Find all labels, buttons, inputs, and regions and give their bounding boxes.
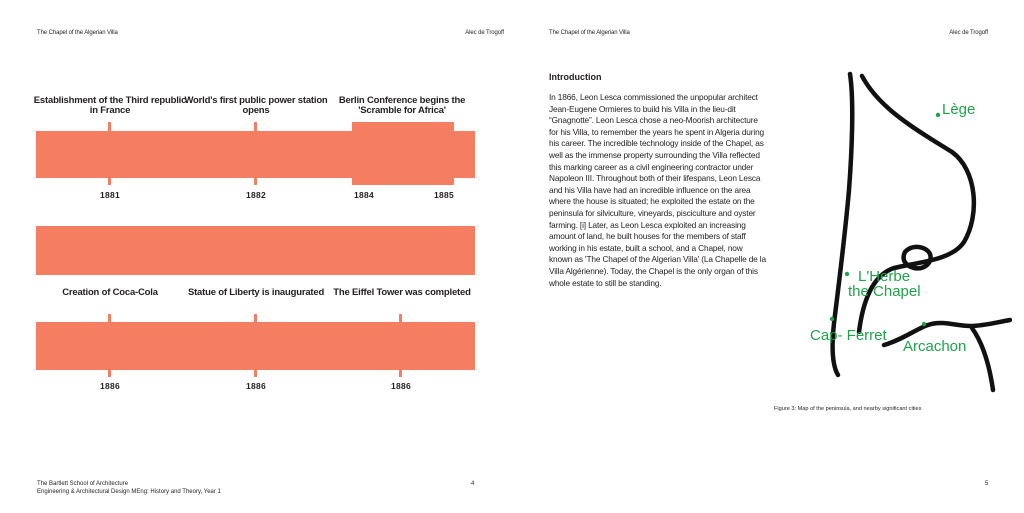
figure-caption: Figure 3: Map of the peninsula, and nearby significant cities <box>774 406 922 412</box>
right-page <box>512 0 1024 513</box>
header-title: The Chapel of the Algerian Villa <box>549 30 630 36</box>
timeline-tick <box>399 369 402 377</box>
map-label-capferret: Cap- Ferret <box>810 327 887 344</box>
footer-course: Engineering & Architectural Design MEng: History and Theory, Year 1 <box>37 489 221 495</box>
timeline-year: 1885 <box>433 190 455 200</box>
footer-school: The Bartlett School of Architecture <box>37 481 129 487</box>
timeline-event-title: World's first public power station opens <box>184 95 328 116</box>
page-number: 4 <box>471 481 475 487</box>
timeline-tick <box>254 177 257 185</box>
timeline-event-title: The Eiffel Tower was completed <box>333 287 471 298</box>
peninsula-map <box>802 70 1012 400</box>
map-dot-capferret <box>830 317 834 321</box>
timeline-year: 1881 <box>99 190 121 200</box>
timeline-tick <box>254 369 257 377</box>
timeline-bar-bottom <box>36 322 475 370</box>
timeline-tick <box>108 369 111 377</box>
map-label-arcachon: Arcachon <box>903 338 967 355</box>
map-dot-lherbe <box>845 272 849 276</box>
timeline-year: 1886 <box>245 381 267 391</box>
timeline-year: 1884 <box>353 190 375 200</box>
map-label-lherbe: L'Herbe <box>858 268 911 285</box>
header-author: Alec de Trogoff <box>465 30 504 36</box>
footer <box>37 480 221 496</box>
map-dot-lege <box>936 113 940 117</box>
page-number: 5 <box>985 481 989 487</box>
map-south-coast <box>972 328 993 390</box>
timeline-bar-drop <box>352 177 454 185</box>
map-label-chapel: the Chapel <box>848 283 921 300</box>
map-label-lege: Lège <box>942 101 976 118</box>
timeline-event-title: Establishment of the Third republic in France <box>33 95 187 116</box>
timeline-event-title: Creation of Coca-Cola <box>62 287 158 298</box>
timeline-year: 1882 <box>245 190 267 200</box>
header-author: Alec de Trogoff <box>949 30 988 36</box>
timeline-year: 1886 <box>390 381 412 391</box>
timeline-bar-top <box>36 131 475 178</box>
header-title: The Chapel of the Algerian Villa <box>37 30 118 36</box>
timeline-bar-middle <box>36 226 475 275</box>
timeline-tick <box>108 177 111 185</box>
intro-heading: Introduction <box>549 72 602 82</box>
intro-paragraph: In 1866, Leon Lesca commissioned the unpopular architect Jean-Eugene Ormieres to build his Villa in the lieu-dit “Gnagnotte”. Leon Lesca chose a neo-Moorish architecture for his Villa, to remember the years he spent in Algeria during his career. The incredible technology inside of the Chapel, as well as the immense property surrounding the Villa reflected this marking career as a civil engineering contractor under Napoleon III. Throughout both of their lifespans, Leon Lesca and his Villa have had an incredible influence on the area where the house is situated; he exploited the estate on the peninsula for silviculture, vineyards, pisciculture and oyster farming. [i] Later, as Leon Lesca exploited an increasing amount of land, he built houses for the members of staff working in his estate, built a school, and a Chapel, now known as 'The Chapel of the Algerian Villa' (La Chapelle de la Villa Algérienne). Today, the Chapel is the only organ of this whole estate to still be standing. <box>549 92 766 288</box>
map-dot-arcachon <box>922 322 926 326</box>
timeline-event-title: Statue of Liberty is inaugurated <box>187 287 325 298</box>
timeline-event-title: Berlin Conference begins the 'Scramble for Africa' <box>338 95 466 116</box>
timeline-year: 1886 <box>99 381 121 391</box>
